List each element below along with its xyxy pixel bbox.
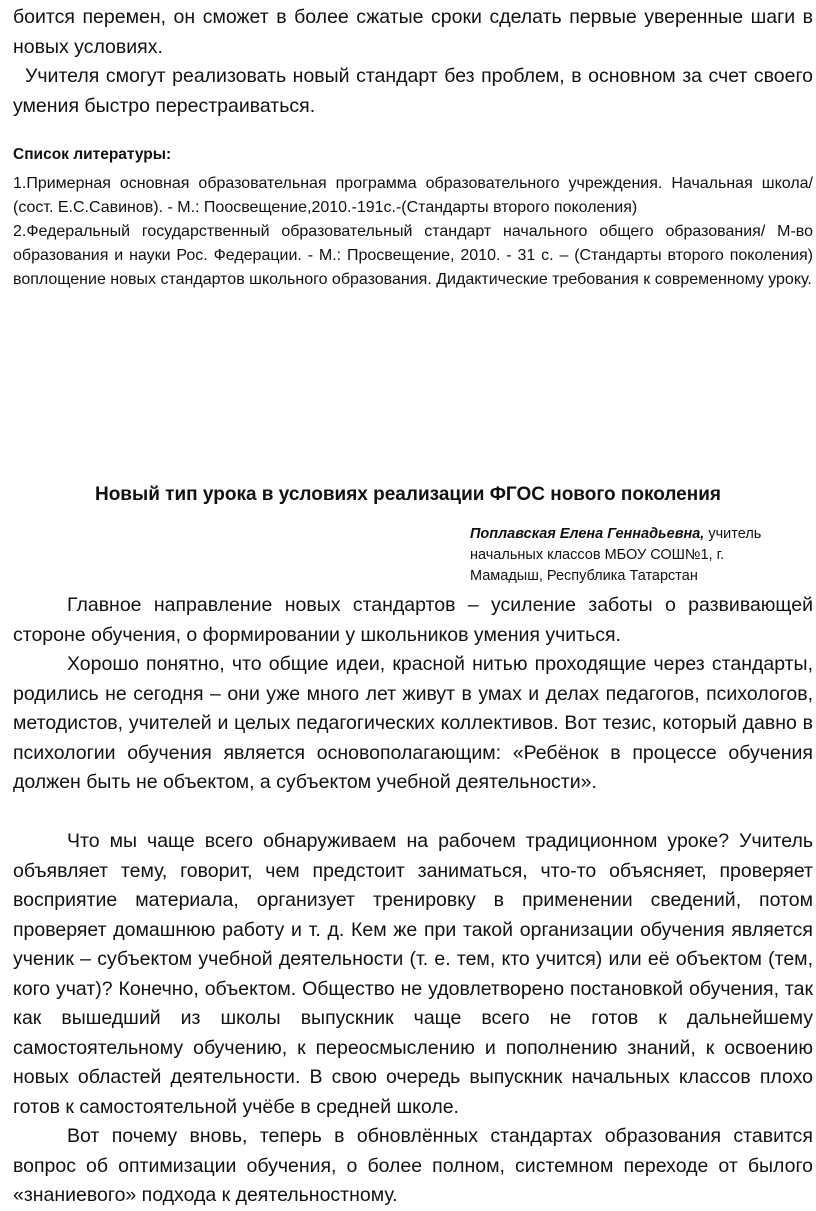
intro-paragraph-1: боится перемен, он сможет в более сжатые сроки сделать первые уверенные шаги в новых условиях. (13, 6, 813, 58)
literature-item-1: 1.Примерная основная образовательная программа образовательного учреждения. Начальная школа/ (сост. Е.С.Савинов). - М.: Поосвещение,2010.-191с.-(Стандарты второго поколения) (13, 175, 813, 216)
article-title: Новый тип урока в условиях реализации ФГОС нового поколения (94, 484, 721, 505)
author-line-3: Мамадыш, Республика Татарстан (470, 568, 698, 584)
author-line-1 (470, 524, 770, 545)
article-paragraph-4: Вот почему вновь, теперь в обновлённых стандартах образования ставится вопрос об оптимизации обучения, о более полном, системном переходе от былого «знаниевого» подхода к деятельностному. (13, 1125, 813, 1206)
author-line-2: начальных классов МБОУ СОШ№1, г. (470, 547, 725, 563)
intro-paragraph-2: Учителя смогут реализовать новый стандарт без проблем, в основном за счет своего умения быстро перестраиваться. (13, 65, 813, 117)
author-block (470, 524, 770, 587)
article-paragraph-1: Главное направление новых стандартов – усиление заботы о развивающей стороне обучения, о формировании у школьников умения учиться. (13, 594, 813, 646)
literature-item-2: 2.Федеральный государственный образовательный стандарт начального общего образования/ М-во образования и науки Рос. Федерации. - М.: Просвещение, 2010. - 31 с. – (Стандарты второго поколения) воплощение новых стандартов школьного образования. Дидактические требования к современному уроку. (13, 223, 813, 288)
author-role: учитель (708, 526, 762, 542)
article-paragraph-2: Хорошо понятно, что общие идеи, красной нитью проходящие через стандарты, родились не сегодня – они уже много лет живут в умах и делах педагогов, психологов, методистов, учителей и целых педагогических коллективов. Вот тезис, который давно в психологии обучения является основополагающим: «Ребёнок в процессе обучения должен быть не объектом, а субъектом учебной деятельности». (13, 653, 813, 793)
article-paragraph-3: Что мы чаще всего обнаруживаем на рабочем традиционном уроке? Учитель объявляет тему, говорит, чем предстоит заниматься, что-то объясняет, проверяет восприятие материала, организует тренировку в применении сведений, потом проверяет домашнюю работу и т. д. Кем же при такой организации обучения является ученик – субъектом учебной деятельности (т. е. тем, кто учится) или её объектом (тем, кого учат)? Конечно, объектом. Общество не удовлетворено постановкой обучения, так как вышедший из школы выпускник чаще всего не готов к дальнейшему самостоятельному обучению, к переосмыслению и пополнению знаний, к освоению новых областей деятельности. В свою очередь выпускник начальных классов плохо готов к самостоятельной учёбе в средней школе. (13, 830, 813, 1118)
author-name: Поплавская Елена Геннадьевна, (470, 526, 705, 542)
literature-heading: Список литературы: (13, 146, 172, 163)
